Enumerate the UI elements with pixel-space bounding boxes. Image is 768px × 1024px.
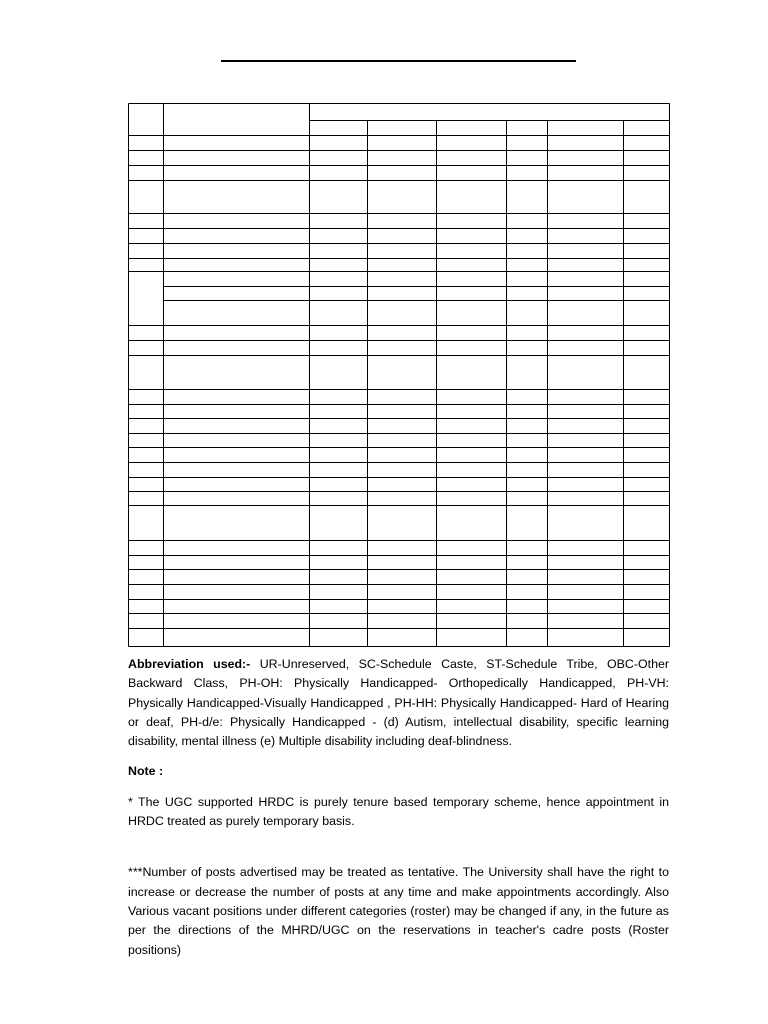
notes-section xyxy=(128,655,669,960)
abbreviation-label: Abbreviation used:- xyxy=(128,657,251,671)
tentative-note: ***Number of posts advertised may be treated as tentative. The University shall have the right to increase or decrease the number of posts at any time and make appointments accordingly. Also Various vacant positions under different categories (roster) may be changed if any, in the future as per the directions of the MHRD/UGC on the reservations in teacher's cadre posts (Roster positions) xyxy=(128,865,669,957)
hrdc-note: * The UGC supported HRDC is purely tenure based temporary scheme, hence appointment in HRDC treated as purely temporary basis. xyxy=(128,794,669,829)
abbreviation-paragraph xyxy=(128,655,669,751)
abbreviation-text: UR-Unreserved, SC-Schedule Caste, ST-Schedule Tribe, OBC-Other Backward Class, PH-OH: Physically Handicapped- Orthopedically Handicapped, PH-VH: Physically Handicapped-Visually Handicapped , PH-HH: Physically Handicapped- Hard of Hearing or deaf, PH-d/e: Physically Handicapped - (d) Autism, intellectual disability, specific learning disability, mental illness (e) Multiple disability including deaf-blindness. xyxy=(128,657,669,749)
note-label: Note : xyxy=(128,764,164,779)
